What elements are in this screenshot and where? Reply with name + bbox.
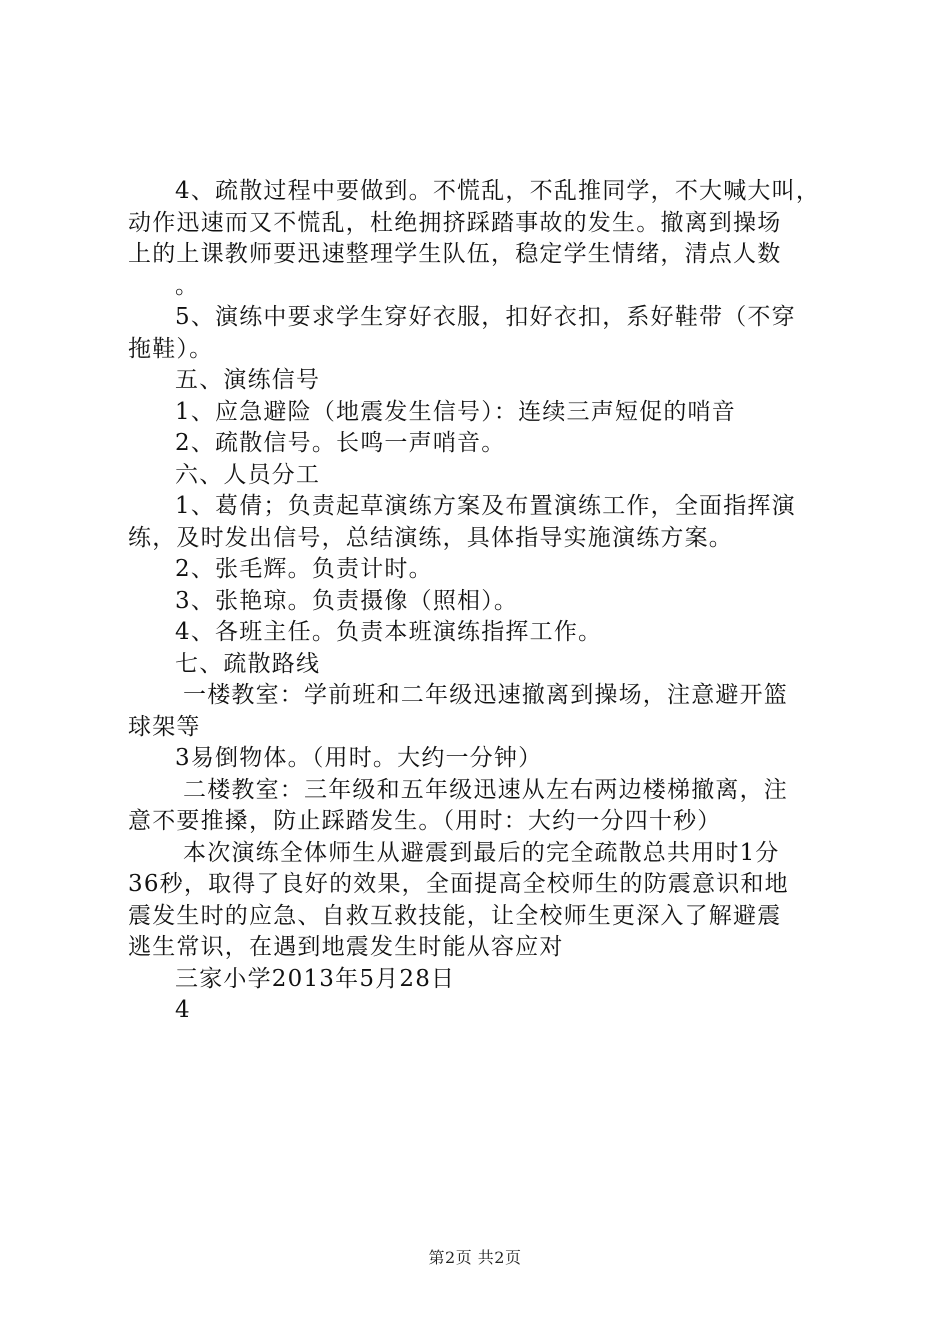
paragraph-line: 2、张毛辉。负责计时。: [175, 556, 433, 582]
paragraph-line: 36秒，取得了良好的效果，全面提高全校师生的防震意识和地: [128, 871, 789, 897]
paragraph-line: 动作迅速而又不慌乱，杜绝拥挤踩踏事故的发生。撤离到操场: [128, 209, 782, 236]
paragraph-line: 3、张艳琼。负责摄像（照相）。: [175, 587, 519, 614]
paragraph-line: 练，及时发出信号，总结演练，具体指导实施演练方案。: [128, 524, 733, 551]
paragraph-line: 拖鞋）。: [128, 335, 214, 362]
section-heading: 六、人员分工: [175, 461, 321, 488]
paragraph-line: 震发生时的应急、自救互救技能，让全校师生更深入了解避震: [128, 902, 782, 929]
page-footer: 第2页 共2页: [428, 1248, 522, 1267]
paragraph-line: 4、疏散过程中要做到。不慌乱，不乱推同学，不大喊大叫，: [175, 178, 821, 204]
paragraph-line: 1、应急避险（地震发生信号）：连续三声短促的哨音: [175, 398, 736, 425]
paragraph-line: 上的上课教师要迅速整理学生队伍，稳定学生情绪，清点人数: [128, 241, 782, 267]
paragraph-line: 1、葛倩；负责起草演练方案及布置演练工作，全面指挥演: [175, 493, 796, 519]
signature-line: 三家小学2013年5月28日: [175, 965, 456, 992]
paragraph-line: 4、各班主任。负责本班演练指挥工作。: [175, 619, 603, 645]
paragraph-line: 3易倒物体。（用时。大约一分钟）: [175, 745, 543, 771]
paragraph-line: 2、疏散信号。长鸣一声哨音。: [175, 430, 506, 456]
paragraph-line: 一楼教室：学前班和二年级迅速撤离到操场，注意避开篮: [183, 682, 788, 708]
paragraph-line: 本次演练全体师生从避震到最后的完全疏散总共用时1分: [183, 839, 780, 866]
paragraph-line: 二楼教室：三年级和五年级迅速从左右两边楼梯撤离，注: [183, 776, 788, 803]
page-number-text: 4: [175, 997, 191, 1023]
section-heading: 七、疏散路线: [175, 650, 321, 677]
paragraph-line: 逃生常识，在遇到地震发生时能从容应对: [128, 934, 564, 960]
paragraph-line: 意不要推搡，防止踩踏发生。（用时：大约一分四十秒）: [128, 808, 722, 834]
paragraph-line: 。: [175, 272, 200, 299]
paragraph-line: 球架等: [128, 713, 201, 740]
section-heading: 五、演练信号: [175, 367, 321, 393]
document-body: [128, 176, 836, 1027]
paragraph-line: 5、演练中要求学生穿好衣服，扣好衣扣，系好鞋带（不穿: [175, 304, 796, 330]
